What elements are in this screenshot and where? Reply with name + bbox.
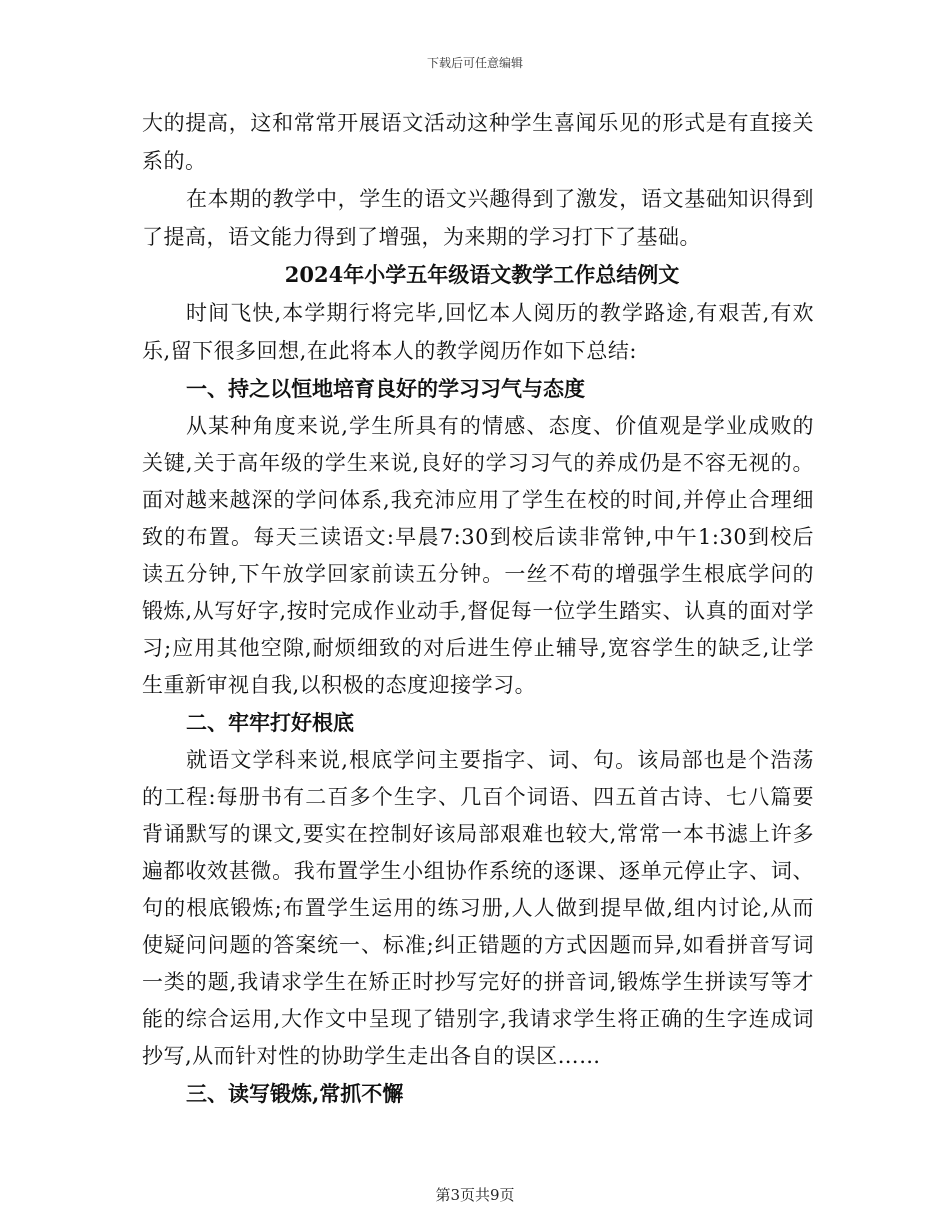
paragraph-summary: 在本期的教学中，学生的语文兴趣得到了激发，语文基础知识得到了提高，语文能力得到了增强，为来期的学习打下了基础。 bbox=[142, 187, 814, 249]
paragraph-continued: 大的提高，这和常常开展语文活动这种学生喜闻乐见的形式是有直接关系的。 bbox=[142, 111, 814, 173]
section-heading-3: 三、读写锻炼,常抓不懈 bbox=[186, 1081, 404, 1106]
page-footer: 第3页共9页 bbox=[435, 1186, 515, 1204]
paragraph-section-1: 从某种角度来说,学生所具有的情感、态度、价值观是学业成败的关键,关于高年级的学生来说,良好的学习习气的养成仍是不容无视的。面对越来越深的学问体系,我充沛应用了学生在校的时间,并停止合理细致的布置。每天三读语文:早晨7:30到校后读非常钟,中午1:30到校后读五分钟,下午放学回家前读五分钟。一丝不苟的增强学生根底学问的锻炼,从写好字,按时完成作业动手,督促每一位学生踏实、认真的面对学习;应用其他空隙,耐烦细致的对后进生停止辅导,宽容学生的缺乏,让学生重新审视自我,以积极的态度迎接学习。 bbox=[142, 414, 814, 697]
page-header: 下载后可任意编辑 bbox=[426, 56, 523, 70]
section-heading-1: 一、持之以恒地培育良好的学习习气与态度 bbox=[186, 376, 585, 401]
paragraph-section-2: 就语文学科来说,根底学问主要指字、词、句。该局部也是个浩荡的工程:每册书有二百多个生字、几百个词语、四五首古诗、七八篇要背诵默写的课文,要实在控制好该局部艰难也较大,常常一本书滤上许多遍都收效甚微。我布置学生小组协作系统的逐课、逐单元停止字、词、句的根底锻炼;布置学生运用的练习册,人人做到提早做,组内讨论,从而使疑问问题的答案统一、标准;纠正错题的方式因题而异,如看拼音写词一类的题,我请求学生在矫正时抄写完好的拼音词,锻炼学生拼读写等才能的综合运用,大作文中呈现了错别字,我请求学生将正确的生字连成词抄写,从而针对性的协助学生走出各自的误区…… bbox=[142, 748, 814, 1068]
paragraph-intro: 时间飞快,本学期行将完毕,回忆本人阅历的教学路途,有艰苦,有欢乐,留下很多回想,在此将本人的教学阅历作如下总结: bbox=[142, 301, 814, 363]
document-body bbox=[142, 104, 814, 1113]
section-heading-2: 二、牢牢打好根底 bbox=[186, 710, 354, 735]
document-title: 2024年小学五年级语文教学工作总结例文 bbox=[284, 262, 680, 287]
